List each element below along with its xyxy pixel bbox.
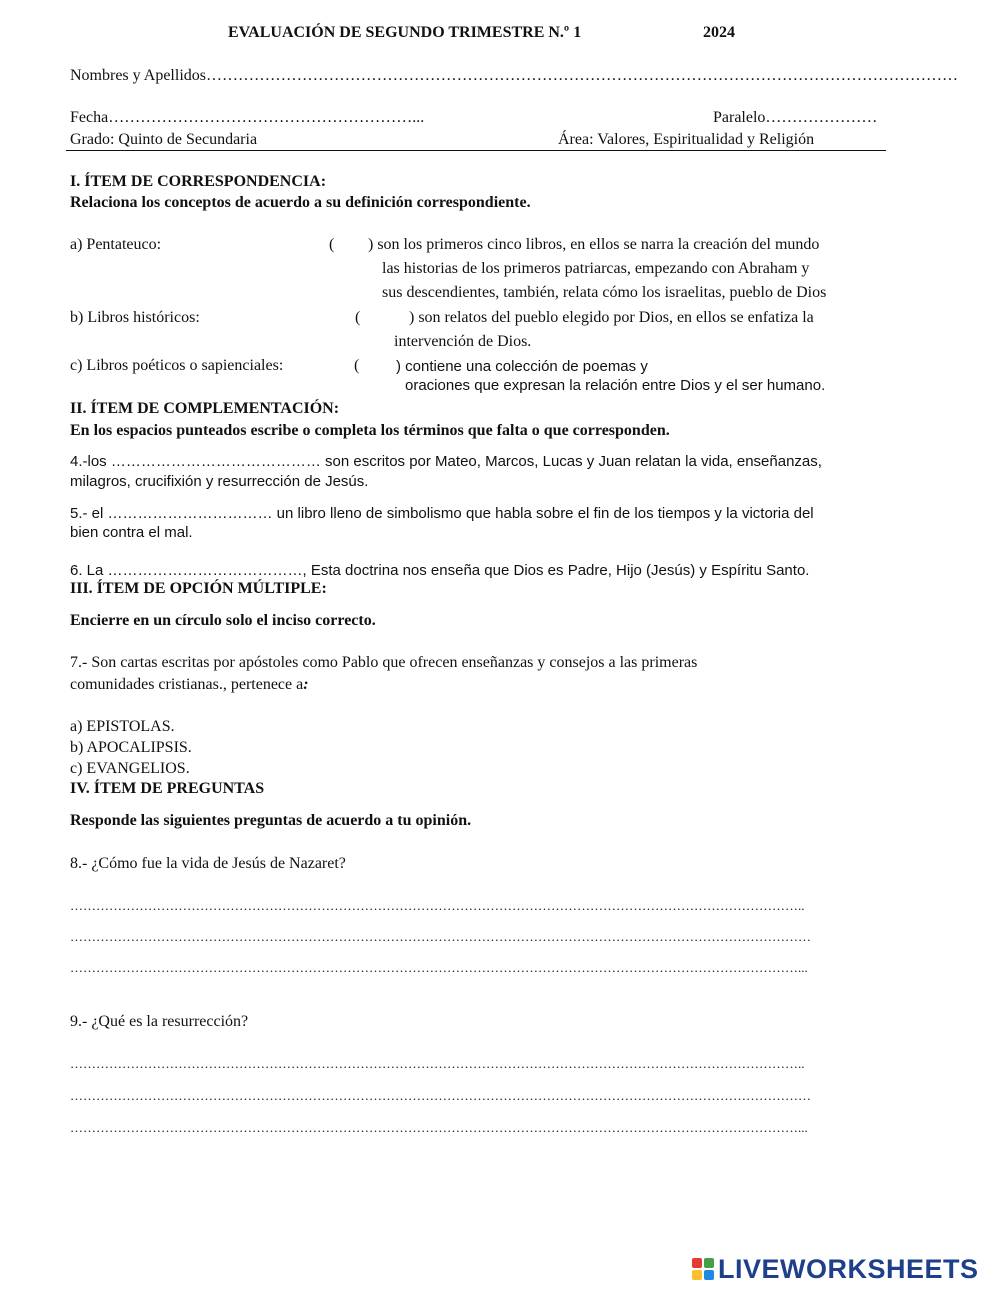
exam-year: 2024 [703,24,735,41]
question-5-line2: bien contra el mal. [70,524,193,541]
definition-3-line2: oraciones que expresan la relación entre Dios y el ser humano. [405,377,826,394]
answer-9-line3[interactable]: ……………………………………………………………………………………………………………………………………………………... [70,1120,808,1135]
answer-paren-2[interactable]: ( [355,309,361,326]
section2-heading: II. ÍTEM DE COMPLEMENTACIÓN: [70,400,340,417]
area-label: Área: Valores, Espiritualidad y Religión [558,131,815,148]
question-4-line2: milagros, crucifixión y resurrección de Jesús. [70,473,369,490]
exam-title: EVALUACIÓN DE SEGUNDO TRIMESTRE N.º 1 [228,24,582,41]
option-b[interactable]: b) APOCALIPSIS. [70,739,192,756]
concept-poeticos: c) Libros poéticos o sapienciales: [70,357,284,374]
grade-label: Grado: Quinto de Secundaria [70,131,258,148]
logo-mark-icon [692,1258,714,1280]
section1-instruction: Relaciona los conceptos de acuerdo a su definición correspondiente. [70,194,531,211]
question-7-colon: : [303,676,309,693]
answer-paren-3[interactable]: ( [354,357,360,374]
logo-square-2 [704,1258,714,1268]
names-row [70,67,958,85]
question-4-line1[interactable]: 4.-los …………………………………… son escritos por Mateo, Marcos, Lucas y Juan relatan la vida, enseñanzas, [70,453,822,470]
question-7-line2-text: comunidades cristianas., pertenece a [70,676,304,693]
answer-9-line1[interactable]: …………………………………………………………………………………………………………………………………………………….. [70,1056,805,1071]
section4-heading: IV. ÍTEM DE PREGUNTAS [70,780,265,797]
answer-8-line2[interactable]: ……………………………………………………………………………………………………………………………………………………… [70,929,811,944]
question-6[interactable]: 6. La …………………………………, Esta doctrina nos enseña que Dios es Padre, Hijo (Jesús) y Espíritu Santo. [70,562,810,579]
header-divider [66,150,886,151]
parallel-row [713,109,877,127]
definition-1-line1: ) son los primeros cinco libros, en ellos se narra la creación del mundo [368,236,820,253]
definition-2-line2: intervención de Dios. [394,333,532,350]
option-a[interactable]: a) EPISTOLAS. [70,718,175,735]
definition-2-line1: ) son relatos del pueblo elegido por Dios, en ellos se enfatiza la [409,309,814,326]
question-9: 9.- ¿Qué es la resurrección? [70,1013,249,1030]
question-8: 8.- ¿Cómo fue la vida de Jesús de Nazaret? [70,855,346,872]
question-7-line2 [70,676,309,694]
section4-instruction: Responde las siguientes preguntas de acuerdo a tu opinión. [70,812,472,829]
parallel-label: Paralelo [713,109,766,126]
answer-8-line1[interactable]: …………………………………………………………………………………………………………………………………………………….. [70,898,805,913]
parallel-blank[interactable]: ………………… [765,109,878,126]
logo-text: LIVEWORKSHEETS [718,1253,979,1284]
answer-9-line2[interactable]: ……………………………………………………………………………………………………………………………………………………… [70,1088,811,1103]
liveworksheets-logo [692,1254,979,1284]
section1-heading: I. ÍTEM DE CORRESPONDENCIA: [70,173,327,190]
definition-1-line2: las historias de los primeros patriarcas, empezando con Abraham y [382,260,810,277]
names-label: Nombres y Apellidos [70,67,206,84]
definition-3-line1: ) contiene una colección de poemas y [396,358,648,375]
logo-square-4 [704,1270,714,1280]
date-blank[interactable]: …………………………………………………... [108,109,425,126]
concept-pentateuco: a) Pentateuco: [70,236,162,253]
answer-paren-1[interactable]: ( [329,236,335,253]
answer-8-line3[interactable]: ……………………………………………………………………………………………………………………………………………………... [70,960,808,975]
names-blank[interactable]: …………………………………………………………………………………………………………………………… [206,67,958,84]
section3-instruction: Encierre en un círculo solo el inciso correcto. [70,612,376,629]
logo-square-1 [692,1258,702,1268]
question-5-line1[interactable]: 5.- el …………………………… un libro lleno de simbolismo que habla sobre el fin de los tiempos y la victoria del [70,505,814,522]
question-7-line1: 7.- Son cartas escritas por apóstoles como Pablo que ofrecen enseñanzas y consejos a las primeras [70,654,698,671]
section3-heading: III. ÍTEM DE OPCIÓN MÚLTIPLE: [70,580,327,597]
section2-instruction: En los espacios punteados escribe o completa los términos que falta o que corresponden. [70,422,670,439]
date-label: Fecha [70,109,109,126]
logo-square-3 [692,1270,702,1280]
date-row [70,109,424,127]
option-c[interactable]: c) EVANGELIOS. [70,760,190,777]
concept-historicos: b) Libros históricos: [70,309,200,326]
definition-1-line3: sus descendientes, también, relata cómo los israelitas, pueblo de Dios [382,284,827,301]
